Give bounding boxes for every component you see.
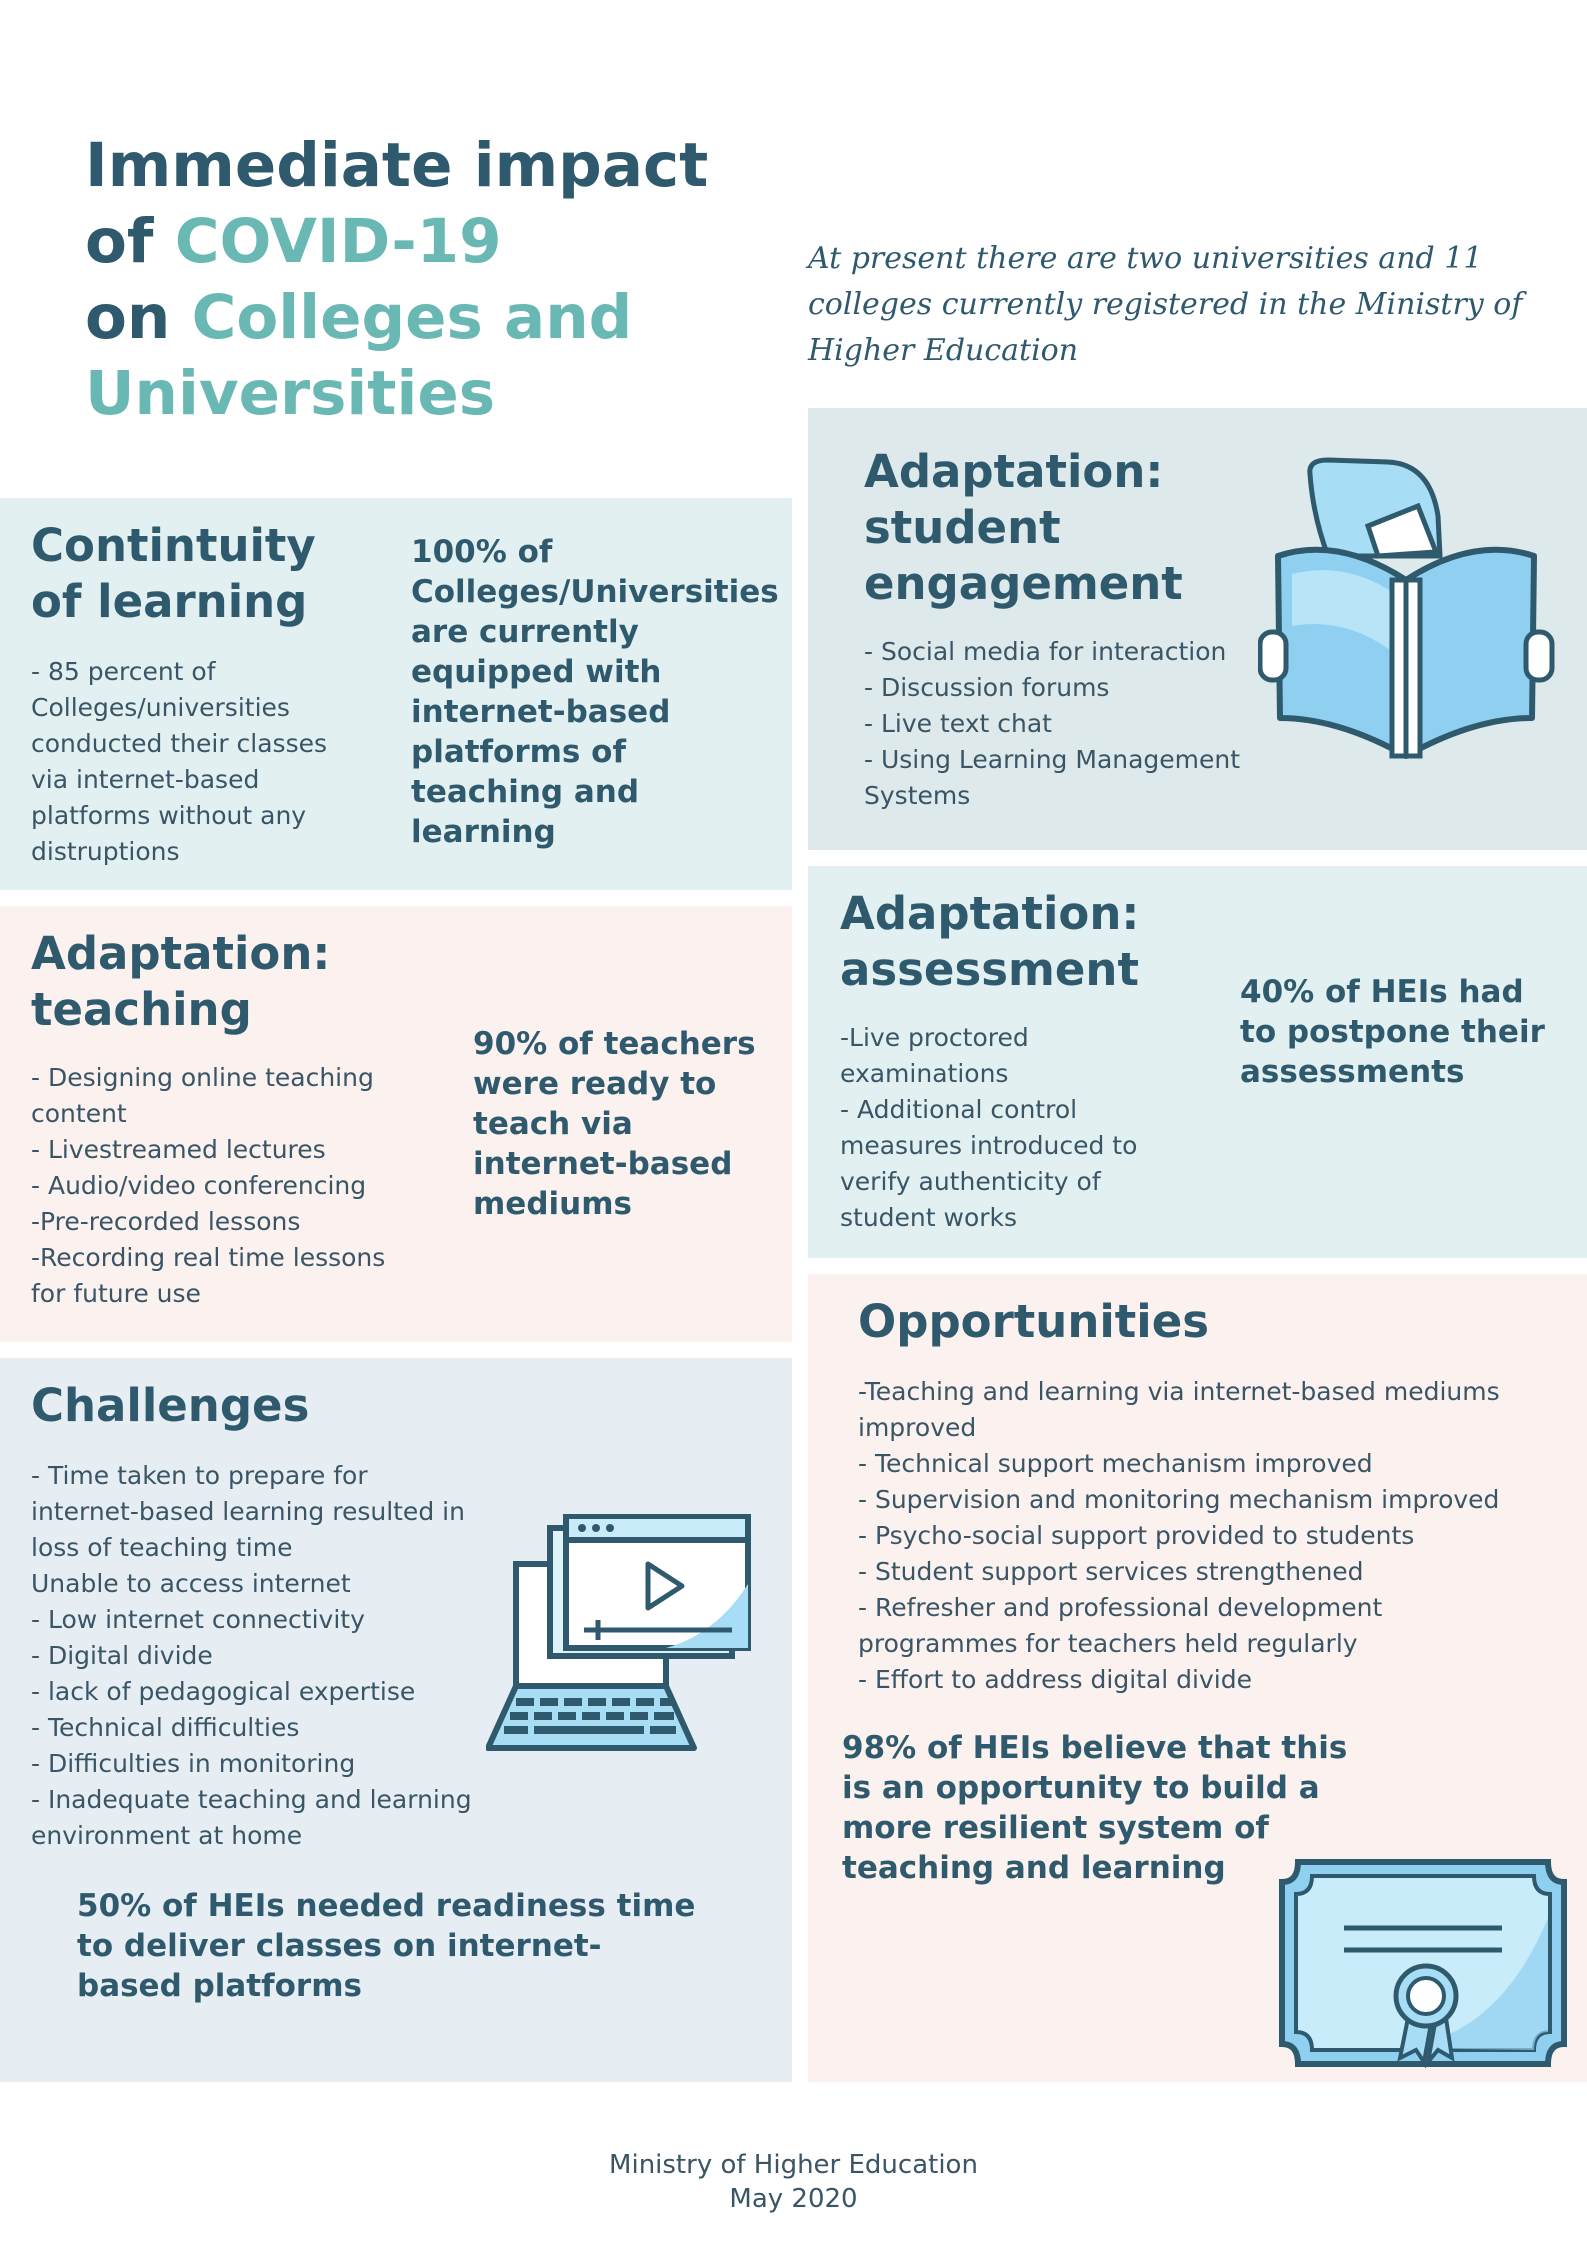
- challenges-items: - Time taken to prepare for internet-based learning resulted in loss of teaching time Unable to access internet - Low internet connectivity - Digital divide - lack of pedagogical expertise - Technical difficulties - Difficulties in monitoring - Inadequate teaching and learning environment at home: [31, 1461, 472, 1850]
- laptop-video-icon: [486, 1514, 756, 1754]
- intro-text: At present there are two universities and 11 colleges currently registered in the Ministry of Higher Education: [808, 241, 1523, 368]
- reading-person-icon: [1258, 456, 1558, 776]
- title-line-2-prefix: of: [85, 206, 175, 277]
- continuity-body: - 85 percent of Colleges/universities conducted their classes via internet-based platforms without any distruptions: [31, 657, 328, 866]
- assessment-stat: 40% of HEIs had to postpone their assessments: [1240, 974, 1545, 1090]
- assessment-items: -Live proctored examinations - Additional control measures introduced to verify authenticity of student works: [840, 1023, 1138, 1232]
- title-line-2: [85, 204, 725, 280]
- title-line-3: [85, 280, 725, 356]
- title-line-3-prefix: on: [85, 282, 192, 353]
- page-title: [85, 128, 725, 432]
- teaching-panel: [0, 906, 792, 1342]
- assessment-heading: Adaptation: assessment: [840, 887, 1140, 996]
- title-line-1: Immediate impact: [85, 130, 709, 201]
- footer: [0, 2148, 1587, 2216]
- opportunities-panel: [808, 1274, 1587, 2082]
- teaching-items: - Designing online teaching content - Livestreamed lectures - Audio/video conferencing -Pre-recorded lessons -Recording real time lessons for future use: [31, 1063, 386, 1308]
- continuity-stat: 100% of Colleges/Universities are currently equipped with internet-based platforms of teaching and learning: [411, 534, 779, 850]
- student-engagement-panel: [808, 408, 1587, 850]
- challenges-panel: [0, 1358, 792, 2082]
- opportunities-items: -Teaching and learning via internet-based mediums improved - Technical support mechanism improved - Supervision and monitoring mechanism improved - Psycho-social support provided to students - Student support services strengthened - Refresher and professional development programmes for teachers held regularly - Effort to address digital divide: [858, 1377, 1500, 1694]
- teaching-heading: Adaptation: teaching: [31, 927, 331, 1036]
- student-engagement-heading: Adaptation: student engagement: [864, 445, 1183, 610]
- continuity-panel: [0, 498, 792, 890]
- challenges-heading: Challenges: [31, 1379, 310, 1432]
- challenges-stat: 50% of HEIs needed readiness time to deliver classes on internet-based platforms: [77, 1888, 696, 2004]
- footer-org: Ministry of Higher Education: [609, 2150, 978, 2180]
- footer-date: May 2020: [729, 2184, 858, 2214]
- continuity-heading: Contintuity of learning: [31, 519, 316, 628]
- student-engagement-items: - Social media for interaction - Discussion forums - Live text chat - Using Learning Management Systems: [864, 637, 1241, 810]
- title-colleges: Colleges and: [191, 282, 633, 353]
- teaching-stat: 90% of teachers were ready to teach via internet-based mediums: [473, 1026, 756, 1222]
- title-line-4: Universities: [85, 358, 496, 429]
- title-covid: COVID-19: [174, 206, 502, 277]
- opportunities-heading: Opportunities: [858, 1295, 1210, 1348]
- certificate-icon: [1278, 1858, 1568, 2068]
- assessment-panel: [808, 866, 1587, 1258]
- opportunities-stat: 98% of HEIs believe that this is an opportunity to build a more resilient system of teaching and learning: [842, 1730, 1348, 1886]
